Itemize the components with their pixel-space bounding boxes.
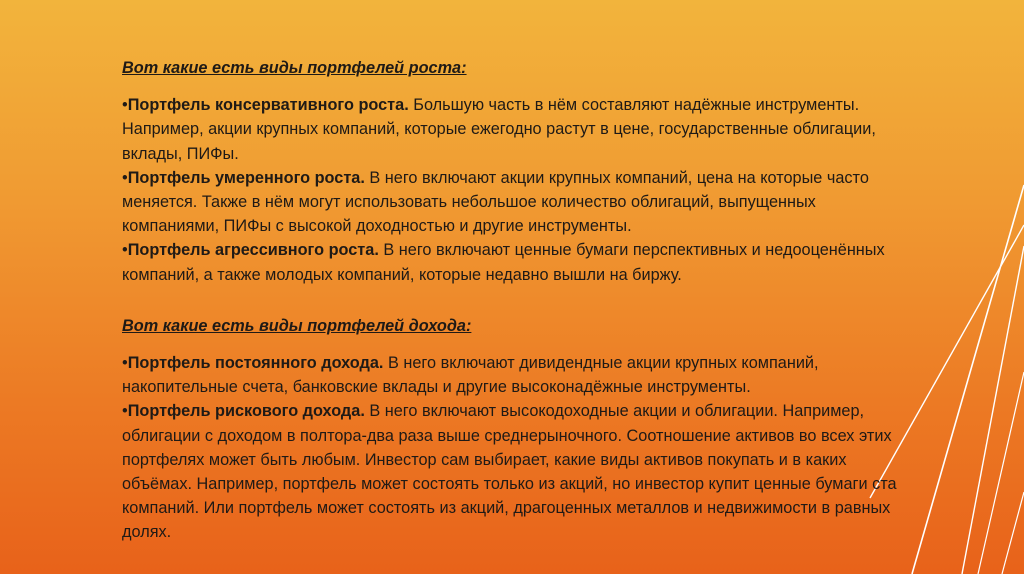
bullet: • — [122, 168, 128, 187]
item-text: Большую часть в нём составляют надёжные инструменты. Например, акции крупных компаний, которые ежегодно растут в цене, государственные облигации, вклады, ПИФы. — [122, 96, 876, 163]
conservative-growth-item — [122, 93, 912, 166]
decor-line-1 — [912, 185, 1024, 574]
bullet: • — [122, 241, 128, 260]
decor-line-4 — [978, 372, 1024, 574]
moderate-growth-item — [122, 166, 912, 239]
item-text: В него включают дивидендные акции крупных компаний, накопительные счета, банковские вклады и другие высоконадёжные инструменты. — [122, 354, 819, 397]
growth-portfolios-heading: Вот какие есть виды портфелей роста: — [122, 59, 467, 77]
income-portfolios-heading: Вот какие есть виды портфелей дохода: — [122, 316, 472, 335]
constant-income-item — [122, 351, 912, 399]
bullet: • — [122, 96, 128, 115]
item-title: Портфель постоянного дохода. — [127, 354, 384, 373]
bullet: • — [122, 354, 128, 373]
bullet: • — [122, 402, 128, 421]
item-title: Портфель умеренного роста. — [127, 168, 365, 187]
item-text: В него включают акции крупных компаний, цена на которые часто меняется. Также в нём могут использовать небольшое количество облигаций, выпущенных компаниями, ПИФы с высокой доходностью и другие инструменты. — [122, 168, 869, 236]
item-title: Портфель агрессивного роста. — [127, 241, 379, 260]
slide-content — [122, 56, 912, 545]
item-text: В него включают ценные бумаги перспективных и недооценённых компаний, а также молодых компаний, которые недавно вышли на биржу. — [122, 241, 885, 284]
item-title: Портфель консервативного роста. — [127, 96, 409, 115]
item-title: Портфель рискового дохода. — [127, 402, 365, 421]
item-text: В него включают высокодоходные акции и облигации. Например, облигации с доходом в полтора-два раза выше среднерыночного. Соотношение активов во всех этих портфелях может быть любым. Инвестор сам выбирает, какие виды активов покупать и в каких объёмах. Например, портфель может состоять только из акций, но инвестор купит ценные бумаги ста компаний. Или портфель может состоять из акций, драгоценных металлов и недвижимости в равных долях. — [122, 402, 897, 542]
risky-income-item — [122, 399, 912, 544]
aggressive-growth-item — [122, 238, 912, 286]
decor-line-5 — [1002, 492, 1024, 574]
